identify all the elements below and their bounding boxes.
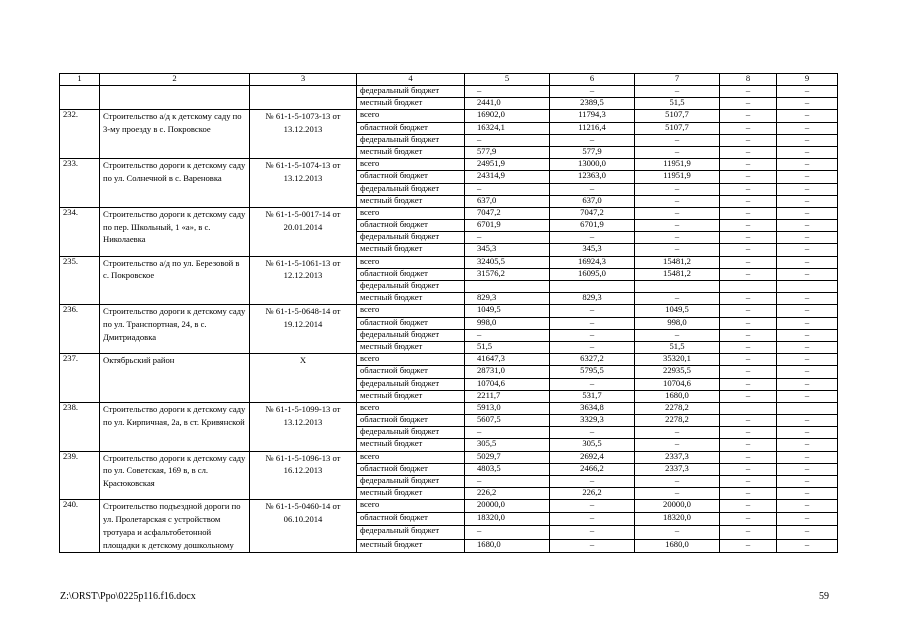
value-c8: –: [720, 317, 777, 329]
value-c9: –: [777, 86, 838, 98]
header-row: [60, 74, 838, 86]
budget-type: местный бюджет: [357, 98, 465, 110]
value-c5: 20000,0: [465, 500, 550, 513]
value-c5: –: [465, 183, 550, 195]
budget-type: местный бюджет: [357, 488, 465, 500]
value-c5: 829,3: [465, 293, 550, 305]
value-c6: –: [550, 232, 635, 244]
value-c8: –: [720, 110, 777, 122]
header-cell: 3: [250, 74, 357, 86]
value-c9: –: [777, 293, 838, 305]
value-c8: –: [720, 415, 777, 427]
value-c8: –: [720, 513, 777, 526]
value-c7: 20000,0: [635, 500, 720, 513]
value-c9: –: [777, 500, 838, 513]
value-c8: –: [720, 134, 777, 146]
value-c8: –: [720, 439, 777, 451]
value-c9: –: [777, 427, 838, 439]
budget-type: всего: [357, 159, 465, 171]
budget-type: всего: [357, 110, 465, 122]
value-c5: 7047,2: [465, 207, 550, 219]
value-c7: 998,0: [635, 317, 720, 329]
value-c6: 226,2: [550, 488, 635, 500]
budget-type: федеральный бюджет: [357, 427, 465, 439]
value-c8: [720, 402, 777, 414]
value-c6: 6327,2: [550, 354, 635, 366]
value-c9: –: [777, 256, 838, 268]
budget-type: местный бюджет: [357, 539, 465, 552]
value-c5: 6701,9: [465, 220, 550, 232]
row-number: 232.: [60, 110, 100, 159]
value-c7: 51,5: [635, 341, 720, 353]
value-c9: –: [777, 451, 838, 463]
value-c7: –: [635, 488, 720, 500]
value-c7: 2278,2: [635, 402, 720, 414]
value-c9: –: [777, 159, 838, 171]
budget-type: всего: [357, 354, 465, 366]
budget-type: всего: [357, 402, 465, 414]
budget-type: местный бюджет: [357, 390, 465, 402]
document-ref: № 61-1-5-0648-14 от 19.12.2014: [250, 305, 357, 354]
value-c5: 226,2: [465, 488, 550, 500]
table-row: [60, 500, 838, 513]
value-c7: –: [635, 220, 720, 232]
value-c7: –: [635, 146, 720, 158]
value-c9: –: [777, 526, 838, 539]
budget-type: областной бюджет: [357, 122, 465, 134]
value-c7: 11951,9: [635, 171, 720, 183]
budget-type: федеральный бюджет: [357, 183, 465, 195]
budget-type: местный бюджет: [357, 146, 465, 158]
value-c9: –: [777, 207, 838, 219]
object-name: Строительство дороги к детскому саду по пер. Школьный, 1 «а», в с. Николаевка: [100, 207, 250, 256]
value-c9: –: [777, 488, 838, 500]
value-c6: –: [550, 513, 635, 526]
table-row: [60, 451, 838, 463]
value-c9: –: [777, 195, 838, 207]
value-c8: –: [720, 463, 777, 475]
value-c5: 4803,5: [465, 463, 550, 475]
value-c9: –: [777, 366, 838, 378]
value-c7: –: [635, 526, 720, 539]
value-c5: 16902,0: [465, 110, 550, 122]
value-c5: 32405,5: [465, 256, 550, 268]
value-c5: –: [465, 232, 550, 244]
value-c6: 11216,4: [550, 122, 635, 134]
document-ref: № 61-1-5-1096-13 от 16.12.2013: [250, 451, 357, 500]
value-c5: 31576,2: [465, 268, 550, 280]
value-c5: 1680,0: [465, 539, 550, 552]
object-name: Строительство дороги к детскому саду по ул. Транспортная, 24, в с. Дмитриадовка: [100, 305, 250, 354]
value-c9: –: [777, 110, 838, 122]
value-c5: 637,0: [465, 195, 550, 207]
value-c8: –: [720, 268, 777, 280]
budget-type: федеральный бюджет: [357, 329, 465, 341]
table-row: [60, 354, 838, 366]
budget-type: областной бюджет: [357, 171, 465, 183]
budget-type: федеральный бюджет: [357, 378, 465, 390]
row-number: 233.: [60, 159, 100, 208]
value-c7: 1680,0: [635, 390, 720, 402]
value-c6: 5795,5: [550, 366, 635, 378]
budget-type: областной бюджет: [357, 220, 465, 232]
header-cell: 5: [465, 74, 550, 86]
budget-type: местный бюджет: [357, 244, 465, 256]
page-number: 59: [819, 591, 829, 602]
value-c7: [635, 281, 720, 293]
row-number: 235.: [60, 256, 100, 305]
budget-type: всего: [357, 256, 465, 268]
value-c5: 2441,0: [465, 98, 550, 110]
value-c9: [777, 281, 838, 293]
value-c9: –: [777, 268, 838, 280]
value-c6: 16095,0: [550, 268, 635, 280]
object-name: Строительство дороги к детскому саду по ул. Советская, 169 в, в сл. Красюковская: [100, 451, 250, 500]
value-c9: –: [777, 146, 838, 158]
value-c6: 531,7: [550, 390, 635, 402]
value-c9: –: [777, 232, 838, 244]
budget-type: всего: [357, 500, 465, 513]
value-c8: –: [720, 146, 777, 158]
value-c8: –: [720, 256, 777, 268]
value-c7: 5107,7: [635, 110, 720, 122]
value-c5: 51,5: [465, 341, 550, 353]
value-c6: 2692,4: [550, 451, 635, 463]
row-number: 237.: [60, 354, 100, 403]
value-c8: –: [720, 183, 777, 195]
value-c8: –: [720, 293, 777, 305]
budget-type: местный бюджет: [357, 439, 465, 451]
budget-type: федеральный бюджет: [357, 281, 465, 293]
header-cell: 2: [100, 74, 250, 86]
value-c9: –: [777, 183, 838, 195]
value-c7: –: [635, 293, 720, 305]
value-c8: –: [720, 159, 777, 171]
row-number: 238.: [60, 402, 100, 451]
value-c9: –: [777, 98, 838, 110]
budget-type: областной бюджет: [357, 415, 465, 427]
value-c6: –: [550, 305, 635, 317]
value-c6: 12363,0: [550, 171, 635, 183]
header-cell: 6: [550, 74, 635, 86]
value-c7: 5107,7: [635, 122, 720, 134]
value-c8: –: [720, 354, 777, 366]
row-number: 236.: [60, 305, 100, 354]
value-c9: –: [777, 305, 838, 317]
budget-type: областной бюджет: [357, 366, 465, 378]
value-c8: –: [720, 451, 777, 463]
value-c7: 10704,6: [635, 378, 720, 390]
value-c5: 2211,7: [465, 390, 550, 402]
budget-type: федеральный бюджет: [357, 526, 465, 539]
value-c7: –: [635, 244, 720, 256]
budget-type: всего: [357, 305, 465, 317]
budget-type: федеральный бюджет: [357, 232, 465, 244]
table-row: [60, 256, 838, 268]
object-name: Строительство подъездной дороги по ул. Пролетарская с устройством тротуара и асфальтобетонной площадки к детскому дошкольному: [100, 500, 250, 552]
value-c9: –: [777, 220, 838, 232]
value-c6: 2466,2: [550, 463, 635, 475]
row-number: 234.: [60, 207, 100, 256]
row-number: 239.: [60, 451, 100, 500]
document-ref: Х: [250, 354, 357, 403]
value-c7: –: [635, 476, 720, 488]
value-c7: –: [635, 134, 720, 146]
value-c9: –: [777, 341, 838, 353]
value-c7: 2337,3: [635, 463, 720, 475]
value-c6: 3329,3: [550, 415, 635, 427]
num-cell: [60, 86, 100, 110]
value-c9: –: [777, 415, 838, 427]
value-c6: 13000,0: [550, 159, 635, 171]
budget-type: областной бюджет: [357, 513, 465, 526]
value-c7: 1049,5: [635, 305, 720, 317]
value-c6: –: [550, 86, 635, 98]
value-c7: 15481,2: [635, 268, 720, 280]
value-c5: 10704,6: [465, 378, 550, 390]
value-c5: 577,9: [465, 146, 550, 158]
doc-cell: [250, 86, 357, 110]
value-c6: –: [550, 341, 635, 353]
document-ref: № 61-1-5-1061-13 от 12.12.2013: [250, 256, 357, 305]
value-c5: 28731,0: [465, 366, 550, 378]
value-c6: 637,0: [550, 195, 635, 207]
row-number: 240.: [60, 500, 100, 552]
value-c8: –: [720, 476, 777, 488]
value-c6: 3634,8: [550, 402, 635, 414]
budget-type: местный бюджет: [357, 195, 465, 207]
value-c5: 18320,0: [465, 513, 550, 526]
value-c8: –: [720, 305, 777, 317]
value-c6: –: [550, 539, 635, 552]
object-name: Октябрьский район: [100, 354, 250, 403]
table-row: [60, 86, 838, 98]
value-c9: –: [777, 317, 838, 329]
budget-type: областной бюджет: [357, 268, 465, 280]
value-c5: 998,0: [465, 317, 550, 329]
document-ref: № 61-1-5-0017-14 от 20.01.2014: [250, 207, 357, 256]
value-c6: 16924,3: [550, 256, 635, 268]
value-c8: –: [720, 329, 777, 341]
value-c8: –: [720, 341, 777, 353]
object-name: Строительство дороги к детскому саду по ул. Кирпичная, 2а, в ст. Кривянской: [100, 402, 250, 451]
budget-type: областной бюджет: [357, 317, 465, 329]
value-c7: 2337,3: [635, 451, 720, 463]
budget-type: местный бюджет: [357, 293, 465, 305]
object-name: Строительство а/д к детскому саду по 3-му проезду в с. Покровское: [100, 110, 250, 159]
value-c7: 1680,0: [635, 539, 720, 552]
value-c8: –: [720, 171, 777, 183]
value-c7: 35320,1: [635, 354, 720, 366]
value-c8: –: [720, 122, 777, 134]
value-c8: [720, 281, 777, 293]
value-c5: 305,5: [465, 439, 550, 451]
table-row: [60, 159, 838, 171]
value-c8: –: [720, 390, 777, 402]
value-c9: –: [777, 539, 838, 552]
budget-type: всего: [357, 207, 465, 219]
document-ref: № 61-1-5-1073-13 от 13.12.2013: [250, 110, 357, 159]
value-c5: 1049,5: [465, 305, 550, 317]
value-c7: 15481,2: [635, 256, 720, 268]
value-c8: –: [720, 378, 777, 390]
value-c5: [465, 281, 550, 293]
budget-type: местный бюджет: [357, 341, 465, 353]
value-c7: –: [635, 183, 720, 195]
value-c9: [777, 402, 838, 414]
value-c6: 305,5: [550, 439, 635, 451]
value-c7: –: [635, 86, 720, 98]
document-ref: № 61-1-5-1074-13 от 13.12.2013: [250, 159, 357, 208]
value-c6: –: [550, 183, 635, 195]
budget-type: областной бюджет: [357, 463, 465, 475]
value-c6: [550, 281, 635, 293]
value-c7: 51,5: [635, 98, 720, 110]
value-c9: –: [777, 244, 838, 256]
value-c6: 11794,3: [550, 110, 635, 122]
value-c9: –: [777, 171, 838, 183]
value-c5: –: [465, 476, 550, 488]
object-name: Строительство а/д по ул. Березовой в с. Покровское: [100, 256, 250, 305]
value-c9: –: [777, 329, 838, 341]
value-c8: –: [720, 86, 777, 98]
value-c6: 6701,9: [550, 220, 635, 232]
value-c9: –: [777, 439, 838, 451]
value-c9: –: [777, 354, 838, 366]
value-c5: 24951,9: [465, 159, 550, 171]
budget-type: всего: [357, 451, 465, 463]
value-c8: –: [720, 539, 777, 552]
budget-type: федеральный бюджет: [357, 86, 465, 98]
value-c5: 24314,9: [465, 171, 550, 183]
header-cell: 7: [635, 74, 720, 86]
value-c6: –: [550, 134, 635, 146]
value-c5: 345,3: [465, 244, 550, 256]
value-c8: –: [720, 195, 777, 207]
document-ref: № 61-1-5-1099-13 от 13.12.2013: [250, 402, 357, 451]
budget-table: [59, 73, 838, 553]
value-c5: –: [465, 329, 550, 341]
budget-type: федеральный бюджет: [357, 134, 465, 146]
value-c9: –: [777, 463, 838, 475]
value-c8: –: [720, 500, 777, 513]
value-c7: 11951,9: [635, 159, 720, 171]
value-c7: 22935,5: [635, 366, 720, 378]
value-c6: 345,3: [550, 244, 635, 256]
value-c5: –: [465, 86, 550, 98]
value-c6: –: [550, 526, 635, 539]
value-c6: –: [550, 500, 635, 513]
value-c6: 577,9: [550, 146, 635, 158]
value-c9: –: [777, 476, 838, 488]
value-c7: –: [635, 439, 720, 451]
header-cell: 8: [720, 74, 777, 86]
table-row: [60, 110, 838, 122]
value-c7: –: [635, 232, 720, 244]
value-c5: 5913,0: [465, 402, 550, 414]
value-c8: –: [720, 366, 777, 378]
value-c9: –: [777, 378, 838, 390]
value-c9: –: [777, 390, 838, 402]
value-c8: –: [720, 427, 777, 439]
value-c8: –: [720, 232, 777, 244]
document-ref: № 61-1-5-0460-14 от 06.10.2014: [250, 500, 357, 552]
value-c9: –: [777, 122, 838, 134]
value-c7: –: [635, 195, 720, 207]
value-c8: –: [720, 526, 777, 539]
name-cell: [100, 86, 250, 110]
value-c7: –: [635, 427, 720, 439]
footer-file-path: Z:\ORST\Ppo\0225p116.f16.docx: [60, 591, 196, 602]
header-cell: 1: [60, 74, 100, 86]
value-c5: –: [465, 427, 550, 439]
table-row: [60, 207, 838, 219]
value-c6: 7047,2: [550, 207, 635, 219]
value-c7: –: [635, 329, 720, 341]
object-name: Строительство дороги к детскому саду по ул. Солнечной в с. Вареновка: [100, 159, 250, 208]
value-c5: 5029,7: [465, 451, 550, 463]
value-c5: –: [465, 134, 550, 146]
value-c6: –: [550, 427, 635, 439]
value-c6: –: [550, 476, 635, 488]
value-c7: 2278,2: [635, 415, 720, 427]
table-row: [60, 402, 838, 414]
header-cell: 4: [357, 74, 465, 86]
header-cell: 9: [777, 74, 838, 86]
value-c6: –: [550, 378, 635, 390]
value-c6: 829,3: [550, 293, 635, 305]
value-c6: –: [550, 329, 635, 341]
value-c7: –: [635, 207, 720, 219]
value-c6: 2389,5: [550, 98, 635, 110]
value-c5: 16324,1: [465, 122, 550, 134]
value-c5: 5607,5: [465, 415, 550, 427]
value-c8: –: [720, 98, 777, 110]
value-c7: 18320,0: [635, 513, 720, 526]
value-c5: –: [465, 526, 550, 539]
budget-type: федеральный бюджет: [357, 476, 465, 488]
value-c9: –: [777, 513, 838, 526]
value-c8: –: [720, 488, 777, 500]
value-c5: 41647,3: [465, 354, 550, 366]
value-c8: –: [720, 207, 777, 219]
value-c8: –: [720, 244, 777, 256]
table-row: [60, 305, 838, 317]
value-c8: –: [720, 220, 777, 232]
value-c9: –: [777, 134, 838, 146]
value-c6: –: [550, 317, 635, 329]
